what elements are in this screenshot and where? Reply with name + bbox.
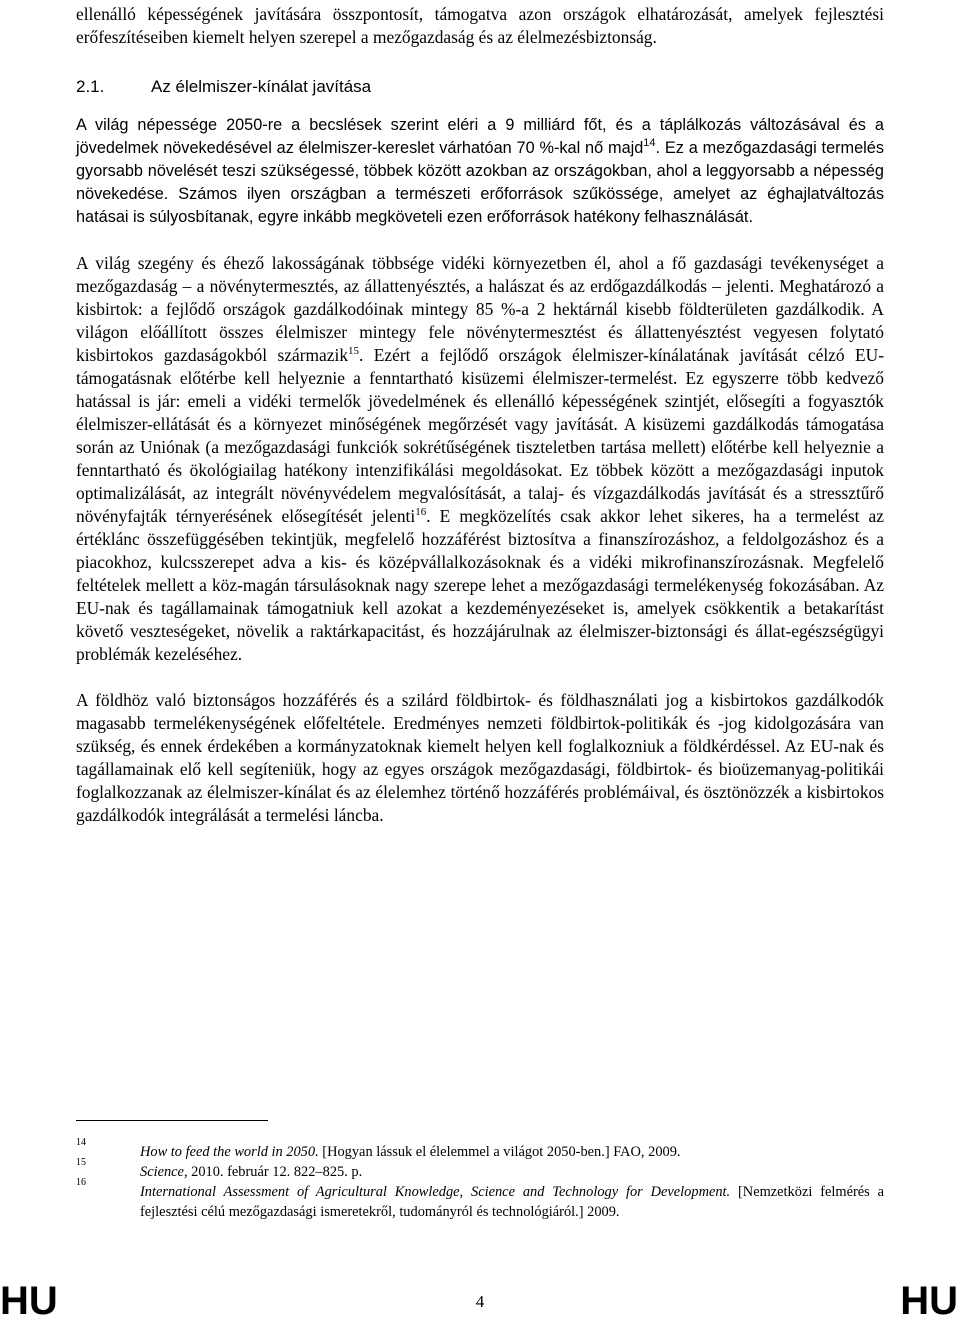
footnote-title: How to feed the world in 2050. [140, 1144, 319, 1160]
section-heading [76, 75, 884, 99]
footnote-16 [76, 1177, 884, 1222]
footnote-title: International Assessment of Agricultural Knowledge, Science and Technology for Development. [140, 1184, 731, 1200]
footnotes [76, 1137, 884, 1222]
footnote-14 [76, 1137, 884, 1162]
page-content [76, 0, 884, 827]
paragraph-text: A világ szegény és éhező lakosságának többsége vidéki környezetben él, ahol a fő gazdasági tevékenységet a mezőgazdaság – a növénytermesztés, az állattenyésztés, a halászat és az erdőgazdálkodás – jelenti. Meghatározó a kisbirtok: a fejlődő országok gazdálkodóinak mintegy 85 %-a 2 hektárnál kisebb földterületen gazdálkodik. A világon előállított összes élelmiszer mintegy fele növénytermesztést és állattenyésztést vegyesen folytató kisbirtokos gazdaságokból származik [76, 253, 884, 365]
footnote-ref-15[interactable]: 15 [348, 345, 360, 357]
footnote-ref-14[interactable]: 14 [643, 137, 656, 149]
footnote-mark: 15 [76, 1157, 86, 1168]
footnote-divider [76, 1120, 268, 1121]
page-number: 4 [475, 1292, 485, 1311]
footnote-text: [Hogyan lássuk el élelemmel a világot 2050-ben.] FAO, 2009. [318, 1144, 681, 1160]
language-code-left: HU [0, 1279, 58, 1323]
footnote-text: [Nemzetközi felmérés a fejlesztési célú mezőgazdasági ismeretekről, tudományról és technológiáról.] 2009. [140, 1184, 884, 1220]
paragraph-text: A világ népessége 2050-re a becslések szerint eléri a 9 milliárd főt, és a táplálkozás változásával és a jövedelmek növekedésével az élelmiszer-kereslet várhatóan 70 %-kal nő majd [76, 116, 884, 157]
paragraph-text: . E megközelítés csak akkor lehet sikeres, ha a termelést az értéklánc összefüggésében tekintjük, megfelelő hozzáférést biztosítva a finanszírozáshoz, a feldolgozáshoz és a piacokhoz, kulcsszerepet adva a kis- és középvállalkozásoknak és a vidéki mikrofinanszírozásnak. Megfelelő feltételek mellett a köz-magán társulásoknak nagy szerepe lehet a mezőgazdasági termelékenység fokozásában. Az EU-nak és tagállamainak támogatniuk kell azokat a kezdeményezéseket is, amelyek csökkentik a betakarítást követő veszteségeket, növelik a raktárkapacitást, és hozzájárulnak az élelmiszer-biztonsági és állat-egészségügyi problémák kezeléséhez. [76, 506, 884, 664]
paragraph-land-access: A földhöz való biztonságos hozzáférés és a szilárd földbirtok- és földhasználati jog a kisbirtokos gazdálkodók magasabb termelékenységének előfeltétele. Eredményes nemzeti földbirtok-politikák és -jog kidolgozására van szükség, és ennek érdekében a kormányzatoknak kiemelt helyen kell foglalkozniuk a földkérdéssel. Az EU-nak és tagállamainak elő kell segíteniük, hogy az egyes országok mezőgazdasági, földbirtok- és bioüzemanyag-politikái foglalkozzanak az élelmiszer-kínálat és az élelemhez történő hozzáférés problémáival, és ösztönözzék a kisbirtokos gazdálkodók integrálását a termelési láncba. [76, 690, 884, 825]
paragraph-text: . Ez a mezőgazdasági termelés gyorsabb növelését teszi szükségessé, többek között azokban az országokban, ahol a leggyorsabb a népesség növekedése. Számos ilyen országban a természeti erőforrások szűkössége, amelyet az éghajlatváltozás hatásai is súlyosbítanak, egyre inkább megköveteli ezen erőforrások hatékony felhasználását. [76, 139, 884, 226]
intro-paragraph: ellenálló képességének javítására összpontosít, támogatva azon országok elhatározását, amelyek fejlesztési erőfeszítéseiben kiemelt helyen szerepel a mezőgazdaság és az élelmezésbiztonság. [76, 4, 884, 47]
language-code-right: HU [900, 1279, 958, 1323]
paragraph-population [76, 114, 884, 229]
page-footer [0, 1279, 960, 1323]
footnote-text: , 2010. február 12. 822–825. p. [183, 1164, 363, 1180]
paragraph-text: . Ezért a fejlődő országok élelmiszer-kínálatának javítását célzó EU-támogatásnak előtérbe kell helyeznie a fenntartható kisüzemi élelmiszer-termelést. Ez egyszerre több kedvező hatással is jár: emeli a vidéki termelők jövedelmének és ellenálló képességének szintjét, elősegíti a fogyasztók élelmiszer-ellátását és a környezet minőségének megőrzését vagy javítását. A kisüzemi gazdálkodás támogatása során az Uniónak (a mezőgazdasági funkciók sokrétűségének tiszteletben tartása mellett) előtérbe kell helyeznie a fenntartható és ökológiailag hatékony intenzifikálási megoldásokat. Ez többek között a mezőgazdasági inputok optimalizálását, az integrált növényvédelem megvalósítását, a talaj- és vízgazdálkodás javítását és a stressztűrő növényfajták térnyerésének elősegítését jelenti [76, 345, 884, 526]
footnote-ref-16[interactable]: 16 [415, 506, 427, 518]
footnote-mark: 14 [76, 1137, 86, 1148]
footnote-mark: 16 [76, 1177, 86, 1188]
footnote-title: Science [140, 1164, 184, 1180]
section-number: 2.1. [76, 77, 105, 96]
section-title: Az élelmiszer-kínálat javítása [151, 77, 372, 96]
paragraph-smallholders [76, 252, 884, 666]
footnote-15 [76, 1157, 884, 1182]
